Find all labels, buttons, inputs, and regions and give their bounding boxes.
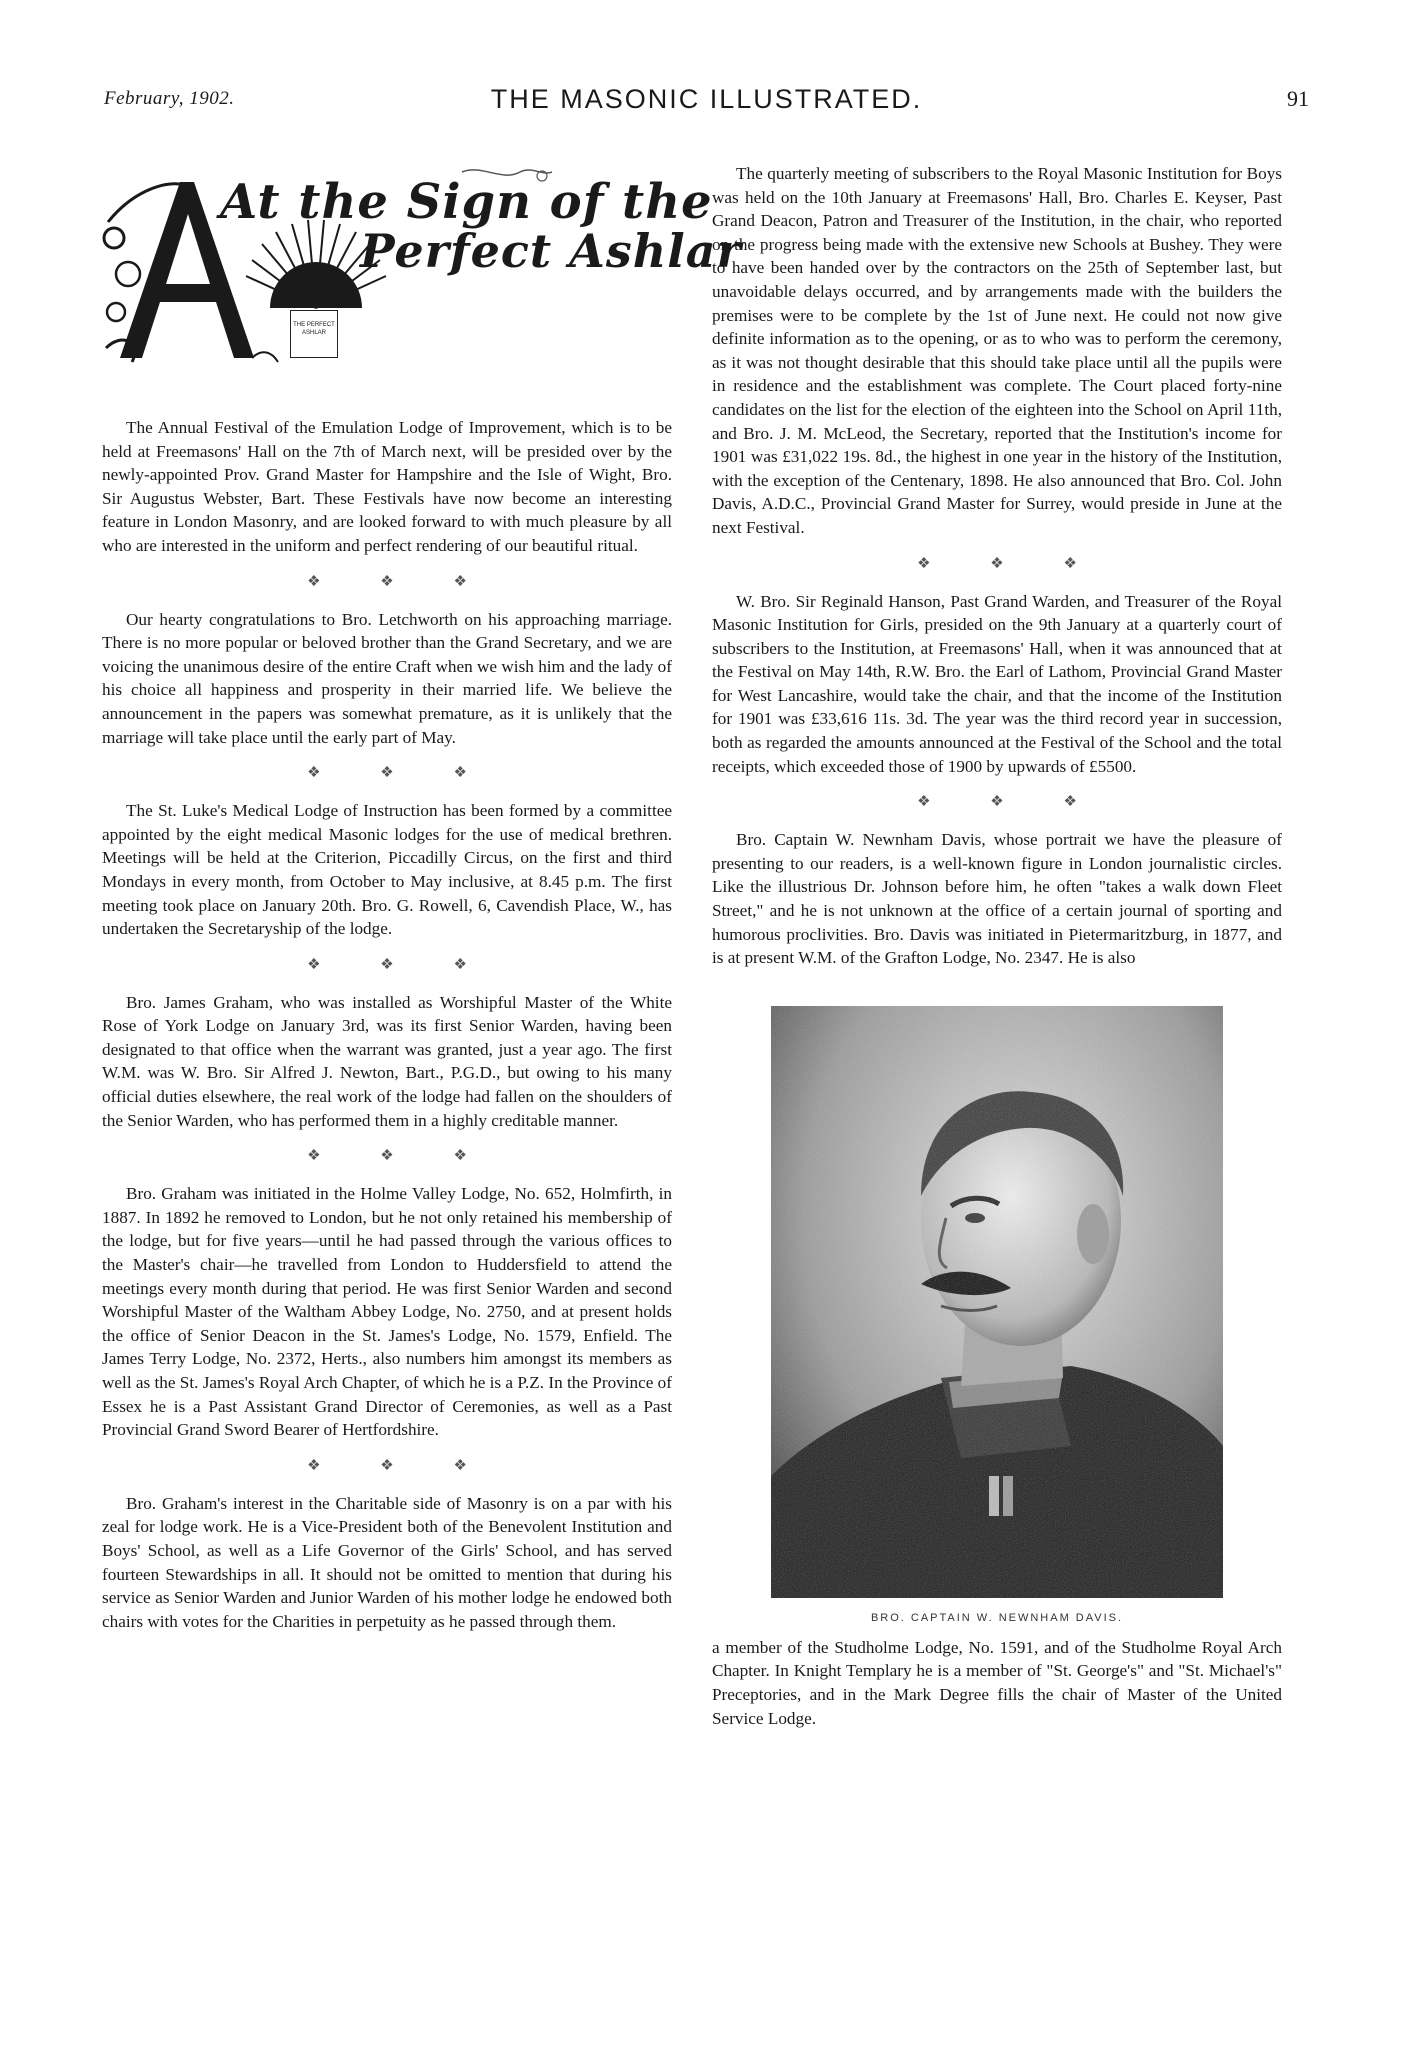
article-paragraph: Bro. Graham's interest in the Charitable side of Masonry is on a par with his zeal for lodge work. He is a Vice-President both of the Benevolent Institution and Boys' School, as well as a Life Governor of the Girls' School, and has served fourteen Stewardships in all. It should not be omitted to mention that during his service as Senior Warden and Junior Warden of his mother lodge he endowed both chairs with votes for the Charities in perpetuity as he passed through them. — [102, 1493, 672, 1631]
article-paragraph: The St. Luke's Medical Lodge of Instruction has been formed by a committee appointed by the eight medical Masonic lodges for the use of medical brethren. Meetings will be held at the Criterion, Piccadilly Circus, on the first and third Mondays in every month, from October to May inclusive, at 8.45 p.m. The first meeting took place on January 20th. Bro. G. Rowell, 6, Cavendish Place, W., has undertaken the Secretaryship of the lodge. — [102, 801, 672, 939]
portrait-image — [771, 1006, 1223, 1598]
left-column — [102, 162, 742, 1633]
section-separator: ❖ ❖ ❖ — [917, 555, 1105, 572]
portrait-photograph — [771, 1006, 1223, 1598]
section-separator: ❖ ❖ ❖ — [307, 1148, 495, 1165]
article-paragraph: The quarterly meeting of subscribers to the Royal Masonic Institution for Boys was held on the 10th January at Freemasons' Hall, Bro. Charles E. Keyser, Past Grand Deacon, Patron and Treasurer of the Institution, in the chair, who reported on the progress being made with the extensive new Schools at Bushey. They were to have been handed over by the contractors on the 25th of September last, but unavoidable delays occurred, and by arrangements made with the builders the premises were to be complete by the 1st of June next. He could not now give definite information as to the opening, or as to who was to perform the ceremony, as it was not thought desirable that this should take place until all the pupils were in residence and the establishment was complete. The Court placed forty-nine candidates on the list for the election of the eighteen into the School on April 11th, and Bro. J. M. McLeod, the Secretary, reported that the Institution's income for 1901 was £31,022 19s. 8d., the highest in one year in the history of the Institution, with the exception of the Centenary, 1898. He also announced that Bro. Col. John Davis, A.D.C., Provincial Grand Master for Surrey, would preside in June at the next Festival. — [712, 164, 1282, 537]
page-number: 91 — [1287, 86, 1309, 111]
masthead-title-line-2: Perfect Ashlar — [360, 224, 742, 278]
article-paragraph: Bro. Graham was initiated in the Holme Valley Lodge, No. 652, Holmfirth, in 1887. In 1892 he removed to London, but he not only retained his membership of the lodge, but for five years—until he had passed through the various offices to the Master's chair—he travelled from London to Huddersfield to attend the meetings every month during that period. He was first Senior Warden and second Worshipful Master of the Waltham Abbey Lodge, No. 2750, and at present holds the office of Senior Deacon in the St. James's Lodge, No. 1579, Enfield. The James Terry Lodge, No. 2372, Herts., also numbers him amongst its members as well as the St. James's Royal Arch Chapter, of which he is a P.Z. In the Province of Essex he is a Past Assistant Grand Director of Ceremonies, as well as a Past Provincial Grand Sword Bearer of Hertfordshire. — [102, 1184, 672, 1440]
section-separator: ❖ ❖ ❖ — [307, 1457, 495, 1474]
article-paragraph: Our hearty congratulations to Bro. Letchworth on his approaching marriage. There is no more popular or beloved brother than the Grand Secretary, and we are voicing the unanimous desire of the entire Craft when we wish him and the lady of his choice all happiness and prosperity in their married life. We believe the announcement in the papers was somewhat premature, as it is unlikely that the marriage will take place until the early part of May. — [102, 609, 672, 747]
article-paragraph: Bro. James Graham, who was installed as Worshipful Master of the White Rose of York Lodge on January 3rd, was its first Senior Warden, having been designated to that office when the warrant was granted, just a year ago. The first W.M. was W. Bro. Sir Alfred J. Newton, Bart., P.G.D., but owing to his many official duties elsewhere, the real work of the lodge had fallen on the shoulders of the Senior Warden, who has performed them in a highly creditable manner. — [102, 992, 672, 1130]
masthead-title-line-1: At the Sign of the — [220, 174, 713, 230]
article-paragraph: Bro. Captain W. Newnham Davis, whose portrait we have the pleasure of presenting to our readers, is a well-known figure in London journalistic circles. Like the illustrious Dr. Johnson before him, he often "takes a walk down Fleet Street," and he is not unknown at the office of a certain journal of sporting and humorous proclivities. Bro. Davis was initiated in Pietermaritzburg, in 1877, and is at present W.M. of the Grafton Lodge, No. 2347. He is also — [712, 830, 1282, 968]
article-paragraph: The Annual Festival of the Emulation Lodge of Improvement, which is to be held at Freemasons' Hall on the 7th of March next, will be presided over by the newly-appointed Prov. Grand Master for Hampshire and the Isle of Wight, Bro. Sir Augustus Webster, Bart. These Festivals have now become an interesting feature in London Masonry, and are looked forward to with much pleasure by all who are interested in the uniform and perfect rendering of our beautiful ritual. — [102, 418, 672, 555]
section-separator: ❖ ❖ ❖ — [307, 956, 495, 973]
article-paragraph-continued: a member of the Studholme Lodge, No. 1591, and of the Studholme Royal Arch Chapter. In Knight Templary he is a member of "St. George's" and "St. Michael's" Preceptories, and in the Mark Degree fills the chair of Master of the United Service Lodge. — [712, 1637, 1282, 1728]
section-separator: ❖ ❖ ❖ — [307, 573, 495, 590]
magazine-title: THE MASONIC ILLUSTRATED. — [490, 84, 923, 114]
running-header — [104, 84, 1309, 124]
section-separator: ❖ ❖ ❖ — [307, 765, 495, 782]
section-separator: ❖ ❖ ❖ — [917, 794, 1105, 811]
section-masthead — [102, 162, 742, 380]
right-column — [712, 162, 1282, 1730]
article-paragraph: W. Bro. Sir Reginald Hanson, Past Grand Warden, and Treasurer of the Royal Masonic Institution for Girls, presided on the 9th January at a quarterly court of subscribers to the Institution, at Freemasons' Hall, when it was announced that at the Festival on May 14th, R.W. Bro. the Earl of Lathom, Provincial Grand Master for West Lancashire, would take the chair, and that the income of the Institution for 1901 was £33,616 11s. 3d. The year was the third record year in succession, both as regarded the amounts announced at the Festival of the School and the total receipts, which exceeded those of 1900 by upwards of £5500. — [712, 591, 1282, 776]
portrait-caption: BRO. CAPTAIN W. NEWNHAM DAVIS. — [870, 1611, 1124, 1624]
ashlar-block: THE PERFECT ASHLAR — [290, 310, 338, 358]
issue-date: February, 1902. — [104, 88, 235, 109]
